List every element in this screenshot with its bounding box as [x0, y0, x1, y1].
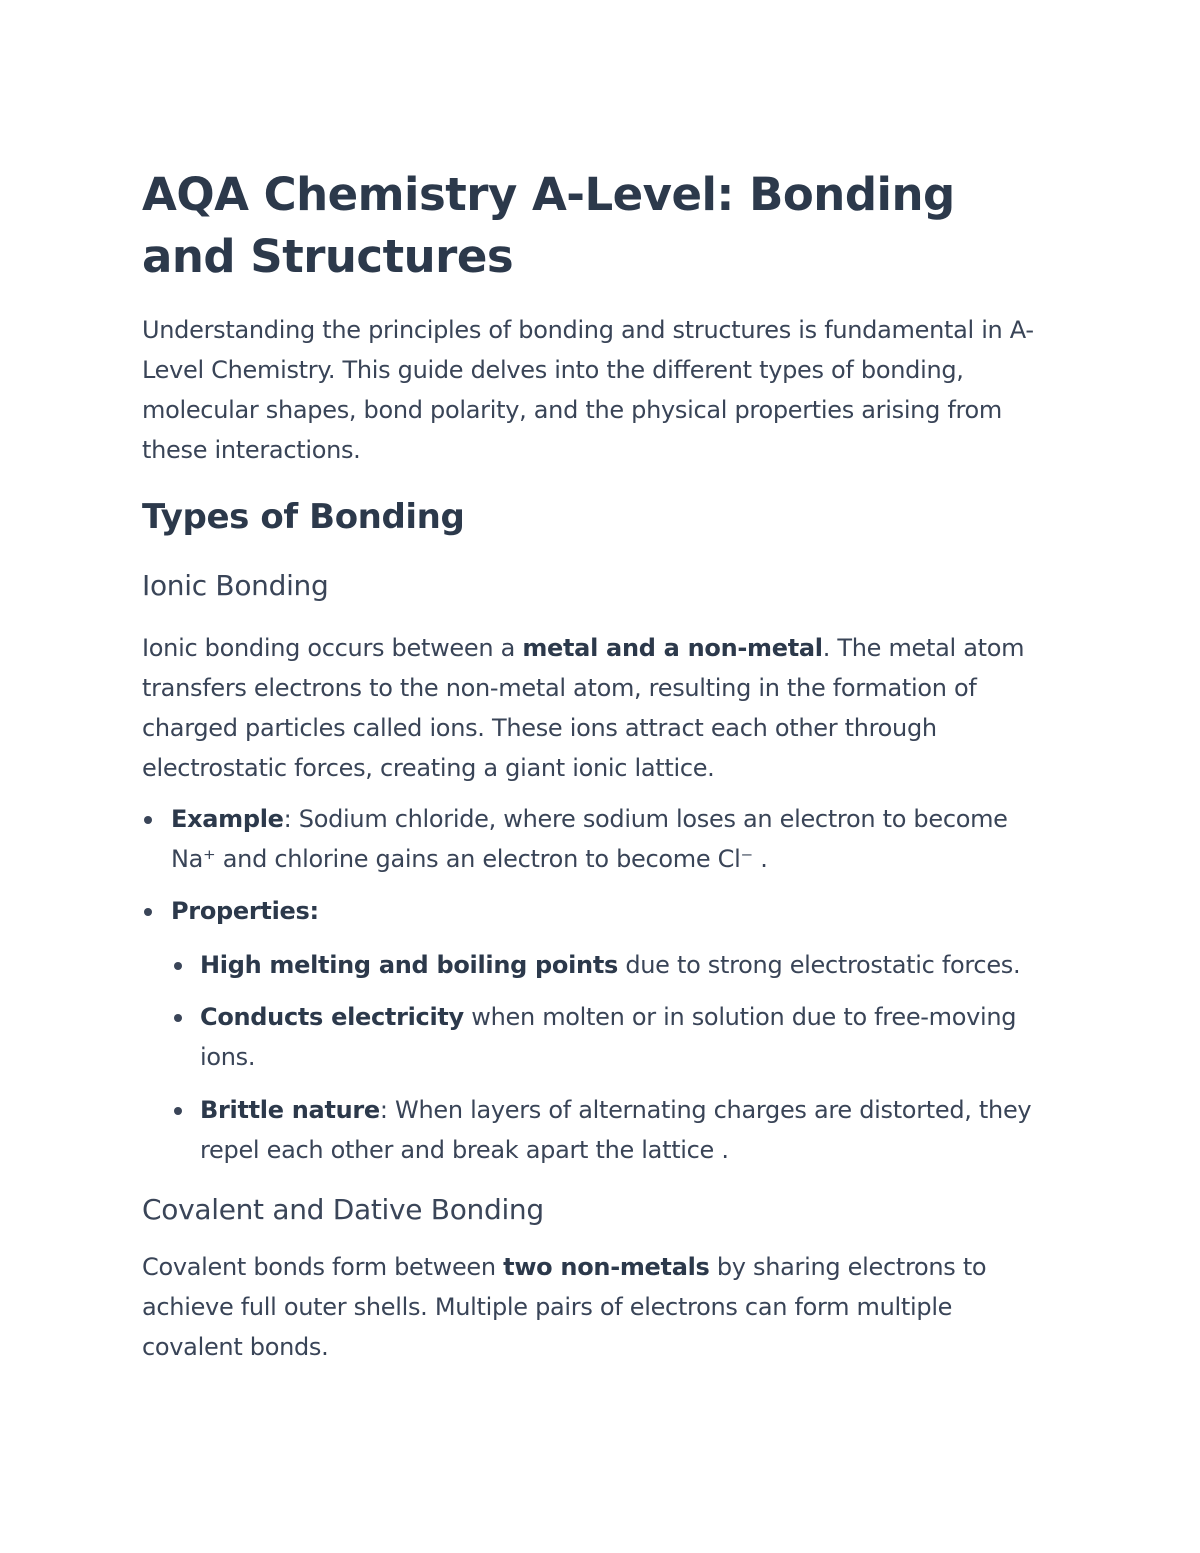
bullet-icon	[174, 1014, 182, 1022]
properties-label: Properties:	[171, 897, 319, 925]
property-text: : When layers of alternating charges are distorted, they repel each other and break apart the lattice .	[200, 1096, 1032, 1164]
section-heading-types-of-bonding: Types of Bonding	[142, 497, 465, 537]
property-bold: Brittle nature	[200, 1096, 380, 1124]
ionic-para-text-2: . The metal atom transfers electrons to the non-metal atom, resulting in the formation of charged particles called ions. These ions attract each other through electrostatic forces, creating a giant ionic lattice.	[142, 634, 1025, 782]
example-label: Example	[171, 805, 284, 833]
list-item-example	[171, 799, 1046, 879]
ionic-para-text-1: Ionic bonding occurs between a	[142, 634, 523, 662]
covalent-para-text-1: Covalent bonds form between	[142, 1253, 504, 1281]
property-bold: Conducts electricity	[200, 1003, 464, 1031]
bullet-icon	[174, 1107, 182, 1115]
property-text: due to strong electrostatic forces.	[618, 951, 1021, 979]
property-bold: High melting and boiling points	[200, 951, 618, 979]
list-item-properties	[171, 891, 1046, 931]
bullet-icon	[144, 908, 152, 916]
covalent-para-bold: two non-metals	[503, 1253, 710, 1281]
property-item	[200, 997, 1050, 1077]
example-text: : Sodium chloride, where sodium loses an electron to become Na⁺ and chlorine gains an electron to become Cl⁻ .	[171, 805, 1008, 873]
covalent-bonding-paragraph	[142, 1247, 1047, 1367]
bullet-icon	[174, 962, 182, 970]
subheading-ionic-bonding: Ionic Bonding	[142, 569, 329, 602]
ionic-para-bold: metal and a non-metal	[522, 634, 823, 662]
property-text: when molten or in solution due to free-moving ions.	[200, 1003, 1017, 1071]
intro-paragraph: Understanding the principles of bonding and structures is fundamental in A-Level Chemistry. This guide delves into the different types of bonding, molecular shapes, bond polarity, and the physical properties arising from these interactions.	[142, 316, 1034, 464]
property-item	[200, 1090, 1050, 1170]
bullet-icon	[144, 816, 152, 824]
property-item	[200, 945, 1050, 985]
covalent-para-text-2: by sharing electrons to achieve full outer shells. Multiple pairs of electrons can form multiple covalent bonds.	[142, 1253, 987, 1361]
ionic-bonding-paragraph	[142, 628, 1047, 788]
page-title: AQA Chemistry A-Level: Bonding and Structures	[142, 168, 955, 283]
subheading-covalent-dative-bonding: Covalent and Dative Bonding	[142, 1193, 544, 1226]
